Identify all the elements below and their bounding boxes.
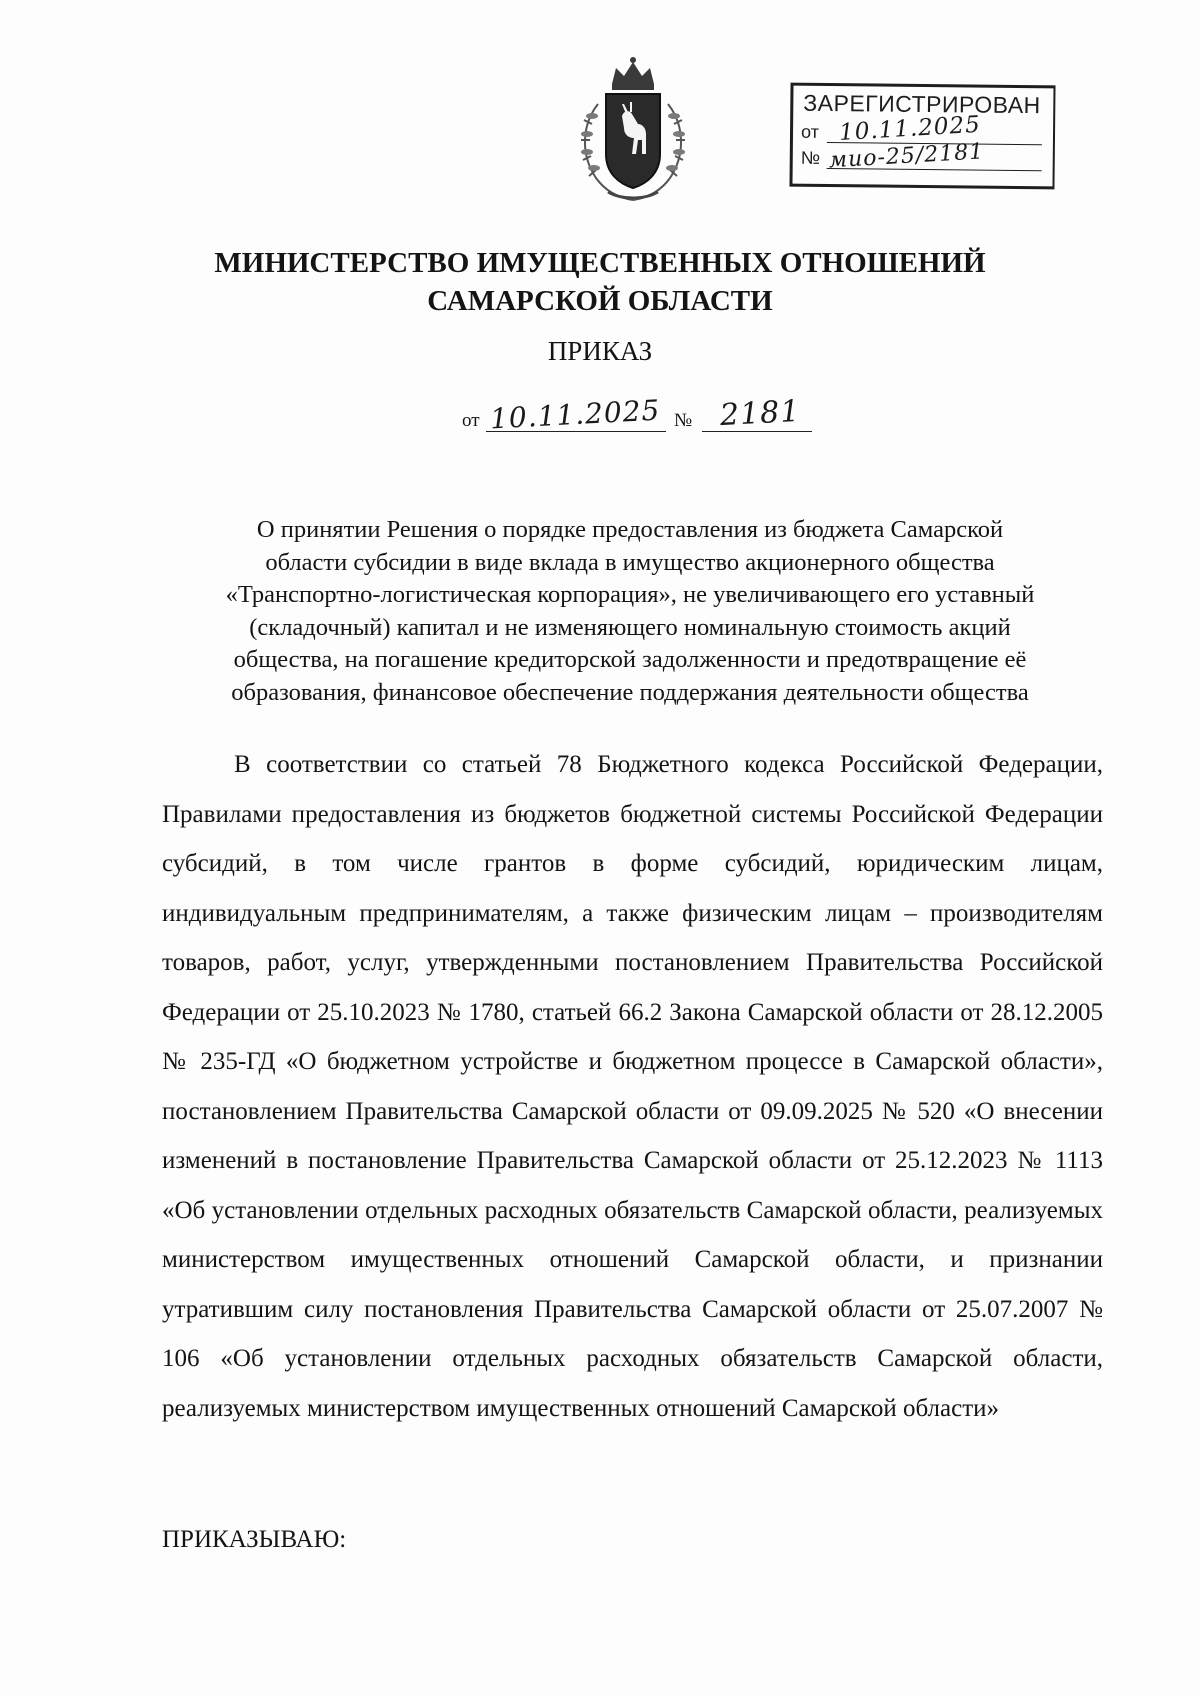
document-type: ПРИКАЗ xyxy=(547,336,653,366)
order-date-handwritten: 10.11.2025 xyxy=(489,393,662,436)
order-date-label: от xyxy=(462,410,480,431)
ministry-title-line-2: САМАРСКОЙ ОБЛАСТИ xyxy=(427,285,773,317)
order-number-label: № xyxy=(674,410,693,431)
order-directive: ПРИКАЗЫВАЮ: xyxy=(162,1526,347,1553)
coat-of-arms xyxy=(572,54,694,204)
subject-line: (складочный) капитал и не изменяющего номинальную стоимость акций xyxy=(249,613,1011,641)
subject-line: области субсидии в виде вклада в имущество акционерного общества xyxy=(265,548,995,576)
stamp-date-handwritten: 10.11.2025 xyxy=(838,111,982,147)
order-number-handwritten: 2181 xyxy=(719,393,802,434)
subject-line: общества, на погашение кредиторской задолженности и предотвращение её xyxy=(233,646,1027,674)
order-date-number xyxy=(458,393,818,436)
stamp-date-label: от xyxy=(800,121,820,142)
ministry-title xyxy=(0,244,1200,320)
ministry-title-line-1: МИНИСТЕРСТВО ИМУЩЕСТВЕННЫХ ОТНОШЕНИЙ xyxy=(214,247,986,279)
registration-stamp xyxy=(789,83,1055,190)
preamble-paragraph: В соответствии со статьей 78 Бюджетного кодекса Российской Федерации, Правилами предоставления из бюджетов бюджетной системы Российской Федерации субсидий, в том числе грантов в форме субсидий, юридическим лицам, индивидуальным предпринимателям, а также физическим лицам – производителям товаров, работ, услуг, утвержденными постановлением Правительства Российской Федерации от 25.10.2023 № 1780, статьей 66.2 Закона Самарской области от 28.12.2005 № 235-ГД «О бюджетном устройстве и бюджетном процессе в Самарской области», постановлением Правительства Самарской области от 09.09.2025 № 520 «О внесении изменений в постановление Правительства Самарской области от 25.12.2023 № 1113 «Об установлении отдельных расходных обязательств Самарской области, реализуемых министерством имущественных отношений Самарской области, и признании утратившим силу постановления Правительства Самарской области от 25.07.2007 № 106 «Об установлении отдельных расходных обязательств Самарской области, реализуемых министерством имущественных отношений Самарской области» xyxy=(162,751,1103,1422)
subject-line: образования, финансовое обеспечение поддержания деятельности общества xyxy=(231,678,1029,706)
stamp-title: ЗАРЕГИСТРИРОВАН xyxy=(803,89,1041,119)
subject-line: «Транспортно-логистическая корпорация», не увеличивающего его уставный xyxy=(225,581,1035,609)
stamp-number-label: № xyxy=(800,147,821,168)
subject-line: О принятии Решения о порядке предоставления из бюджета Самарской xyxy=(256,516,1004,543)
order-subject xyxy=(160,514,1100,710)
stamp-number-handwritten: мио-25/2181 xyxy=(828,139,985,174)
